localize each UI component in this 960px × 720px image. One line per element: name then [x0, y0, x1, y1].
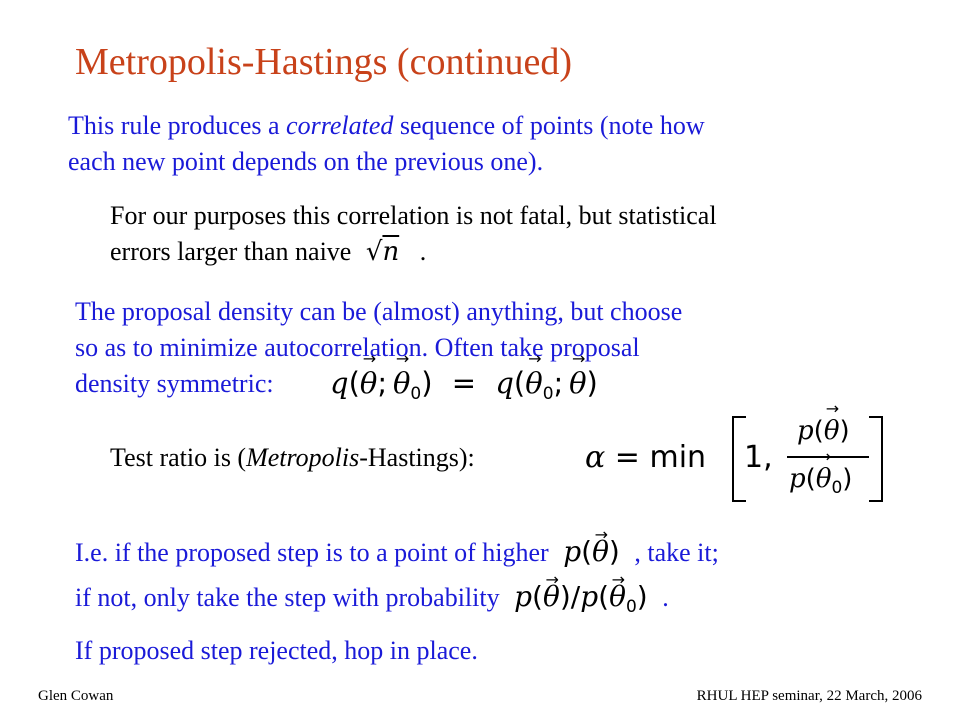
- text-run: , take it;: [634, 538, 719, 567]
- p-theta-formula: p(→ θ): [563, 535, 620, 568]
- right-bracket: [869, 416, 883, 502]
- text-run: -Hastings):: [359, 443, 475, 472]
- alpha-min-text: α = min: [585, 440, 707, 475]
- emphasis-metropolis: Metropolis: [246, 443, 360, 472]
- footer-event: RHUL HEP seminar, 22 March, 2006: [696, 688, 922, 704]
- text-run: sequence of points (note how: [393, 111, 705, 140]
- fraction-denominator: $p(\to \theta_0)$: [789, 464, 852, 498]
- footer-author: Glen Cowan: [38, 688, 114, 704]
- text-run: errors larger than naive: [110, 237, 352, 266]
- paragraph-line: [75, 575, 719, 629]
- text-run: .: [419, 237, 427, 266]
- test-ratio-label: [110, 440, 475, 476]
- fraction-numerator: p(→ θ): [797, 416, 850, 446]
- paragraph-line: each new point depends on the previous one).: [68, 147, 544, 176]
- text-run: This rule produces a: [68, 111, 287, 140]
- text-run: I.e. if the proposed step is to a point of higher: [75, 538, 549, 567]
- paragraph-line: If proposed step rejected, hop in place.: [75, 636, 478, 665]
- sqrt-n-formula: √n: [365, 237, 400, 267]
- paragraph-correlation-not-fatal: [110, 198, 717, 270]
- formula-one: 1,: [744, 440, 773, 475]
- text-run: if not, only take the step with probability: [75, 583, 500, 612]
- paragraph-line: The proposal density can be (almost) anything, but choose: [75, 297, 683, 326]
- paragraph-line: [110, 234, 717, 270]
- paragraph-acceptance-rule: [75, 530, 719, 673]
- probability-ratio-formula: $p(\to \theta)/p(\to \theta_0)$: [514, 580, 648, 613]
- paragraph-line: so as to minimize autocorrelation. Often take proposal: [75, 333, 640, 362]
- paragraph-correlated-sequence: [68, 108, 705, 180]
- paragraph-line: For our purposes this correlation is not fatal, but statistical: [110, 201, 717, 230]
- paragraph-line: [68, 108, 705, 144]
- text-run: Test ratio is (: [110, 443, 247, 472]
- text-run: .: [662, 583, 669, 612]
- paragraph-line: density symmetric:: [75, 369, 274, 398]
- emphasis-correlated: correlated: [286, 111, 394, 140]
- symmetric-proposal-formula: q(→ θ; → $\theta_0) = q(\to \theta_0$; → θ): [330, 366, 598, 404]
- slide-title: Metropolis-Hastings (continued): [75, 41, 573, 83]
